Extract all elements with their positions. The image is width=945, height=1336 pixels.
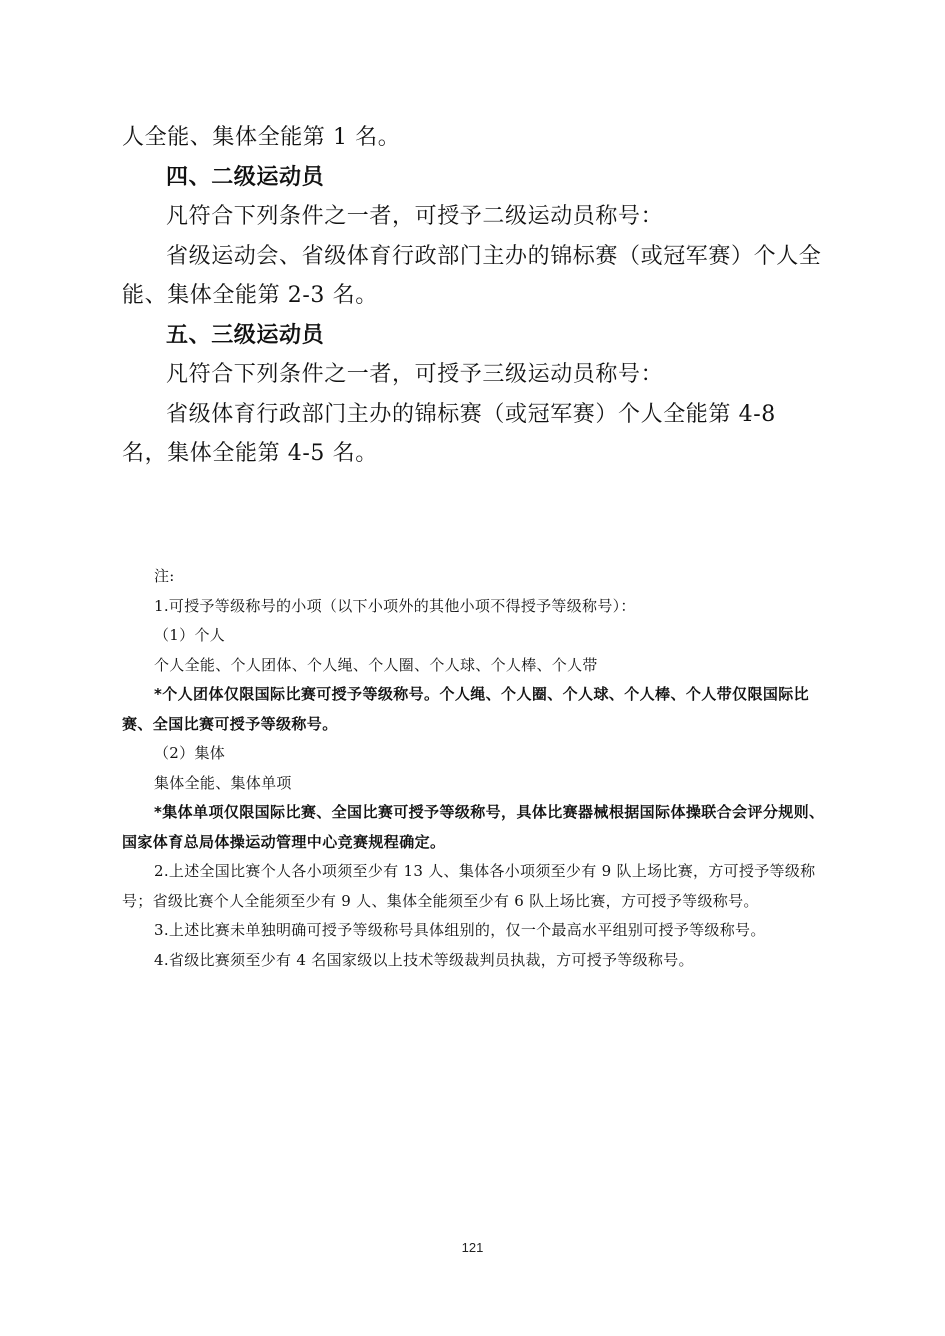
main-body: [122, 118, 827, 474]
section5-condition: 凡符合下列条件之一者，可授予三级运动员称号：: [166, 362, 664, 387]
note-item-2: 2.上述全国比赛个人各小项须至少有 13 人、集体各小项须至少有 9 队上场比赛，方可授予等级称号；省级比赛个人全能须至少有 9 人、集体全能须至少有 6 队上场比赛，方可授予等级称号。: [122, 862, 816, 910]
note-item-4: 4.省级比赛须至少有 4 名国家级以上技术等级裁判员执裁，方可授予等级称号。: [154, 950, 694, 969]
group-items: 集体全能、集体单项: [154, 773, 292, 792]
individual-label: （1）个人: [154, 626, 226, 644]
notes-label: 注:: [154, 567, 175, 585]
note-item-1: 1.可授予等级称号的小项（以下小项外的其他小项不得授予等级称号）：: [154, 596, 636, 615]
individual-items: 个人全能、个人团体、个人绳、个人圈、个人球、个人棒、个人带: [154, 655, 598, 674]
continued-paragraph: 人全能、集体全能第 1 名。: [122, 125, 401, 150]
page-number: 121: [461, 1240, 484, 1255]
individual-restriction-note: *个人团体仅限国际比赛可授予等级称号。个人绳、个人圈、个人球、个人棒、个人带仅限国际比赛、全国比赛可授予等级称号。: [122, 685, 810, 733]
note-item-3: 3.上述比赛未单独明确可授予等级称号具体组别的，仅一个最高水平组别可授予等级称号。: [154, 921, 766, 939]
section-heading-third-class-athlete: 五、三级运动员: [166, 322, 325, 348]
notes-section: [122, 562, 827, 975]
group-restriction-note: *集体单项仅限国际比赛、全国比赛可授予等级称号，具体比赛器械根据国际体操联合会评分规则、国家体育总局体操运动管理中心竞赛规程确定。: [122, 803, 825, 851]
group-label: （2）集体: [154, 744, 226, 762]
section-heading-second-class-athlete: 四、二级运动员: [166, 164, 325, 190]
section4-condition: 凡符合下列条件之一者，可授予二级运动员称号：: [166, 204, 664, 229]
section5-rule: 省级体育行政部门主办的锦标赛（或冠军赛）个人全能第 4-8 名，集体全能第 4-5 名。: [122, 401, 776, 466]
section4-rule: 省级运动会、省级体育行政部门主办的锦标赛（或冠军赛）个人全能、集体全能第 2-3 名。: [122, 243, 822, 308]
